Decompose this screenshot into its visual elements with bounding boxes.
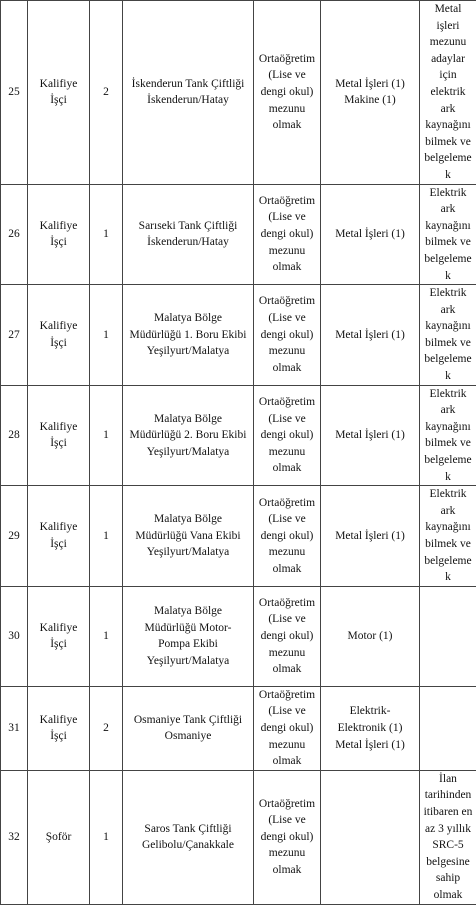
row-number-cell xyxy=(1,385,28,486)
position-line: Kalifiye xyxy=(30,318,87,335)
position-line: Kalifiye xyxy=(30,76,87,93)
count-cell xyxy=(90,770,123,904)
position-cell xyxy=(28,486,90,587)
education-line: (Lise ve xyxy=(256,411,318,428)
row-number-cell xyxy=(1,686,28,770)
specialty-line: Metal İşleri (1) xyxy=(323,427,417,444)
requirement-cell xyxy=(420,586,476,686)
location-line: Yeşilyurt/Malatya xyxy=(125,343,251,360)
education-cell xyxy=(254,285,321,386)
row-number-text: 29 xyxy=(8,530,20,542)
location-cell xyxy=(123,385,254,486)
requirement-line: Elektrik ark xyxy=(422,185,474,218)
position-line: İşçi xyxy=(30,728,87,745)
row-number-text: 27 xyxy=(8,329,20,341)
specialty-cell xyxy=(321,184,420,285)
requirement-line: belgelemek xyxy=(422,251,474,284)
requirement-line: bilmek ve xyxy=(422,234,474,251)
education-line: dengi okul) xyxy=(256,628,318,645)
table-row xyxy=(1,486,476,587)
location-line: Osmaniye xyxy=(125,728,251,745)
education-line: olmak xyxy=(256,561,318,578)
education-line: dengi okul) xyxy=(256,427,318,444)
requirement-line: belgelemek xyxy=(422,351,474,384)
requirement-line: mezunu xyxy=(422,34,474,51)
count-cell xyxy=(90,385,123,486)
location-line: Sarıseki Tank Çiftliği xyxy=(125,218,251,235)
location-line: Osmaniye Tank Çiftliği xyxy=(125,712,251,729)
education-line: (Lise ve xyxy=(256,611,318,628)
position-line: İşçi xyxy=(30,636,87,653)
table-row xyxy=(1,770,476,904)
count-cell xyxy=(90,586,123,686)
requirement-line: belgelemek xyxy=(422,452,474,485)
position-cell xyxy=(28,770,90,904)
specialty-line: Motor (1) xyxy=(323,628,417,645)
row-number-cell xyxy=(1,586,28,686)
specialty-cell xyxy=(321,770,420,904)
education-cell xyxy=(254,770,321,904)
position-cell xyxy=(28,285,90,386)
education-line: dengi okul) xyxy=(256,528,318,545)
specialty-cell xyxy=(321,1,420,185)
education-line: mezunu xyxy=(256,645,318,662)
education-line: Ortaöğretim xyxy=(256,293,318,310)
position-line: İşçi xyxy=(30,536,87,553)
requirement-line: bilmek ve xyxy=(422,134,474,151)
requirement-cell xyxy=(420,285,476,386)
education-line: Ortaöğretim xyxy=(256,796,318,813)
position-line: İşçi xyxy=(30,335,87,352)
table-row xyxy=(1,184,476,285)
education-line: mezunu xyxy=(256,343,318,360)
requirement-cell xyxy=(420,385,476,486)
location-line: Malatya Bölge xyxy=(125,511,251,528)
education-line: Ortaöğretim xyxy=(256,595,318,612)
education-line: Ortaöğretim xyxy=(256,495,318,512)
requirement-line: Metal işleri xyxy=(422,1,474,34)
requirement-line: Elektrik ark xyxy=(422,285,474,318)
requirement-line: belgelemek xyxy=(422,553,474,586)
education-line: Ortaöğretim xyxy=(256,394,318,411)
table-body xyxy=(1,1,476,905)
education-line: (Lise ve xyxy=(256,209,318,226)
education-line: olmak xyxy=(256,259,318,276)
row-number-cell xyxy=(1,184,28,285)
requirement-line: belgesine xyxy=(422,854,474,871)
location-line: Pompa Ekibi xyxy=(125,636,251,653)
count-text: 1 xyxy=(103,630,109,642)
requirement-line: Elektrik ark xyxy=(422,386,474,419)
education-line: mezunu xyxy=(256,737,318,754)
requirement-line: Elektrik ark xyxy=(422,486,474,519)
location-line: Yeşilyurt/Malatya xyxy=(125,444,251,461)
count-cell xyxy=(90,486,123,587)
count-text: 1 xyxy=(103,530,109,542)
requirement-line: kaynağını xyxy=(422,117,474,134)
education-line: olmak xyxy=(256,117,318,134)
row-number-cell xyxy=(1,1,28,185)
position-cell xyxy=(28,686,90,770)
location-cell xyxy=(123,184,254,285)
specialty-cell xyxy=(321,385,420,486)
education-line: dengi okul) xyxy=(256,829,318,846)
count-cell xyxy=(90,285,123,386)
requirement-line: itibaren en xyxy=(422,804,474,821)
count-text: 2 xyxy=(103,722,109,734)
location-line: Müdürlüğü Vana Ekibi xyxy=(125,528,251,545)
row-number-text: 30 xyxy=(8,630,20,642)
position-line: Kalifiye xyxy=(30,519,87,536)
requirement-line: bilmek ve xyxy=(422,435,474,452)
count-cell xyxy=(90,686,123,770)
specialty-cell xyxy=(321,285,420,386)
education-line: Ortaöğretim xyxy=(256,687,318,704)
location-cell xyxy=(123,1,254,185)
location-line: Malatya Bölge xyxy=(125,603,251,620)
table-row xyxy=(1,285,476,386)
position-cell xyxy=(28,184,90,285)
specialty-line: Metal İşleri (1) xyxy=(323,226,417,243)
count-text: 1 xyxy=(103,831,109,843)
row-number-text: 32 xyxy=(8,831,20,843)
education-cell xyxy=(254,1,321,185)
education-cell xyxy=(254,586,321,686)
row-number-cell xyxy=(1,285,28,386)
education-cell xyxy=(254,184,321,285)
education-line: olmak xyxy=(256,753,318,770)
row-number-text: 28 xyxy=(8,429,20,441)
location-line: Müdürlüğü 1. Boru Ekibi xyxy=(125,327,251,344)
location-line: İskenderun Tank Çiftliği xyxy=(125,76,251,93)
specialty-line: Elektrik- xyxy=(323,703,417,720)
education-line: mezunu xyxy=(256,101,318,118)
position-cell xyxy=(28,385,90,486)
position-line: Kalifiye xyxy=(30,419,87,436)
location-line: Müdürlüğü Motor- xyxy=(125,620,251,637)
education-cell xyxy=(254,385,321,486)
location-line: Saros Tank Çiftliği xyxy=(125,821,251,838)
location-line: İskenderun/Hatay xyxy=(125,92,251,109)
location-line: Malatya Bölge xyxy=(125,310,251,327)
specialty-line: Metal İşleri (1) xyxy=(323,528,417,545)
location-cell xyxy=(123,770,254,904)
count-cell xyxy=(90,184,123,285)
education-line: olmak xyxy=(256,862,318,879)
location-line: Müdürlüğü 2. Boru Ekibi xyxy=(125,427,251,444)
requirement-line: elektrik ark xyxy=(422,84,474,117)
education-line: (Lise ve xyxy=(256,67,318,84)
location-line: Yeşilyurt/Malatya xyxy=(125,653,251,670)
education-line: Ortaöğretim xyxy=(256,51,318,68)
requirement-line: bilmek ve xyxy=(422,536,474,553)
requirement-line: az 3 yıllık xyxy=(422,821,474,838)
education-line: dengi okul) xyxy=(256,226,318,243)
education-line: dengi okul) xyxy=(256,720,318,737)
location-cell xyxy=(123,486,254,587)
position-line: Kalifiye xyxy=(30,712,87,729)
specialty-line: Makine (1) xyxy=(323,92,417,109)
education-line: mezunu xyxy=(256,243,318,260)
table-row xyxy=(1,385,476,486)
row-number-text: 25 xyxy=(8,86,20,98)
requirement-line: kaynağını xyxy=(422,218,474,235)
education-line: Ortaöğretim xyxy=(256,193,318,210)
position-line: Şoför xyxy=(30,829,87,846)
requirement-line: belgelemek xyxy=(422,150,474,183)
requirement-cell xyxy=(420,486,476,587)
position-line: İşçi xyxy=(30,234,87,251)
location-line: Yeşilyurt/Malatya xyxy=(125,544,251,561)
count-cell xyxy=(90,1,123,185)
education-line: dengi okul) xyxy=(256,84,318,101)
education-line: (Lise ve xyxy=(256,511,318,528)
education-line: mezunu xyxy=(256,544,318,561)
education-line: mezunu xyxy=(256,845,318,862)
row-number-text: 26 xyxy=(8,228,20,240)
education-cell xyxy=(254,686,321,770)
requirement-line: sahip olmak xyxy=(422,870,474,903)
requirement-line: SRC-5 xyxy=(422,837,474,854)
count-text: 2 xyxy=(103,86,109,98)
position-line: Kalifiye xyxy=(30,218,87,235)
requirement-line: adaylar için xyxy=(422,51,474,84)
requirement-line: kaynağını xyxy=(422,419,474,436)
requirement-line: kaynağını xyxy=(422,318,474,335)
specialty-line: Metal İşleri (1) xyxy=(323,327,417,344)
location-line: Malatya Bölge xyxy=(125,411,251,428)
row-number-text: 31 xyxy=(8,722,20,734)
requirement-cell xyxy=(420,770,476,904)
location-cell xyxy=(123,686,254,770)
education-line: olmak xyxy=(256,661,318,678)
specialty-cell xyxy=(321,586,420,686)
location-cell xyxy=(123,586,254,686)
specialty-line: Metal İşleri (1) xyxy=(323,76,417,93)
education-line: olmak xyxy=(256,360,318,377)
requirement-line: tarihinden xyxy=(422,787,474,804)
location-line: İskenderun/Hatay xyxy=(125,234,251,251)
specialty-cell xyxy=(321,686,420,770)
education-line: dengi okul) xyxy=(256,327,318,344)
table-row xyxy=(1,1,476,185)
position-cell xyxy=(28,586,90,686)
specialty-cell xyxy=(321,486,420,587)
position-cell xyxy=(28,1,90,185)
education-line: olmak xyxy=(256,460,318,477)
requirement-cell xyxy=(420,1,476,185)
requirement-cell xyxy=(420,184,476,285)
requirement-line: bilmek ve xyxy=(422,335,474,352)
location-cell xyxy=(123,285,254,386)
education-cell xyxy=(254,486,321,587)
position-line: İşçi xyxy=(30,92,87,109)
requirement-line: İlan xyxy=(422,771,474,788)
requirement-line: kaynağını xyxy=(422,519,474,536)
row-number-cell xyxy=(1,486,28,587)
count-text: 1 xyxy=(103,329,109,341)
specialty-line: Elektronik (1) xyxy=(323,720,417,737)
requirement-cell xyxy=(420,686,476,770)
table-row xyxy=(1,686,476,770)
position-line: İşçi xyxy=(30,435,87,452)
table-row xyxy=(1,586,476,686)
education-line: (Lise ve xyxy=(256,310,318,327)
row-number-cell xyxy=(1,770,28,904)
education-line: mezunu xyxy=(256,444,318,461)
count-text: 1 xyxy=(103,228,109,240)
position-line: Kalifiye xyxy=(30,620,87,637)
education-line: (Lise ve xyxy=(256,703,318,720)
specialty-line: Metal İşleri (1) xyxy=(323,737,417,754)
count-text: 1 xyxy=(103,429,109,441)
education-line: (Lise ve xyxy=(256,812,318,829)
location-line: Gelibolu/Çanakkale xyxy=(125,837,251,854)
